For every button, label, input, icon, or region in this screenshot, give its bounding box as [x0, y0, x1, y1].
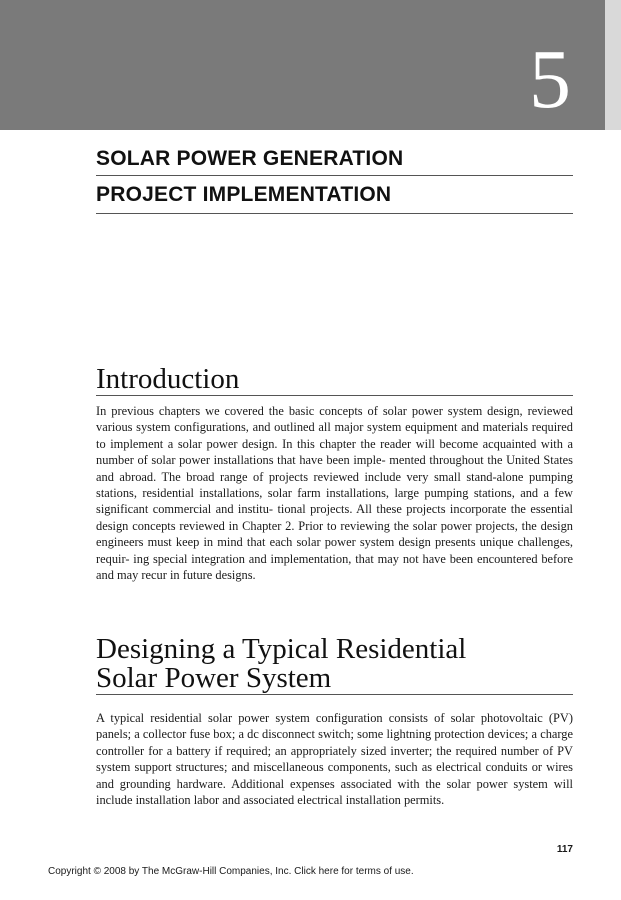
chapter-title-rule-2: [96, 213, 573, 214]
chapter-number: 5: [529, 33, 571, 126]
chapter-header-band: [0, 0, 605, 130]
copyright-terms-link[interactable]: Copyright © 2008 by The McGraw-Hill Companies, Inc. Click here for terms of use.: [48, 866, 414, 877]
chapter-title-line-1: SOLAR POWER GENERATION: [96, 147, 404, 170]
chapter-title-line-2: PROJECT IMPLEMENTATION: [96, 183, 392, 206]
introduction-paragraph: In previous chapters we covered the basic concepts of solar power system design, reviewed various system configurations, and outlined all major system equipment and materials required to implement a solar power design. In this chapter the reader will become acquainted with a number of solar power installations that have been imple- mented throughout the United States and abroad. The broad range of projects reviewed include very small stand-alone pumping stations, residential installations, solar farm installations, large pumping stations, and a few significant commercial and institu- tional projects. All these projects incorporate the essential design concepts reviewed in Chapter 2. Prior to reviewing the solar power projects, the design engineers must keep in mind that each solar power system design presents unique challenges, requir- ing special integration and implementation, that may not have been encountered before and may recur in future designs.: [96, 404, 573, 583]
section-heading-introduction: Introduction: [96, 363, 240, 395]
residential-paragraph: A typical residential solar power system configuration consists of solar photovoltaic (PV) panels; a collector fuse box; a dc disconnect switch; some lightning protection devices; a charge controller for a battery if required; an appropriately sized inverter; the required number of PV system support structures; and miscellaneous components, such as electrical conduits or wires and grounding hardware. Additional expenses associated with the solar power system will include installation labor and associated electrical installation permits.: [96, 711, 573, 808]
chapter-title-rule-1: [96, 175, 573, 176]
section-heading-residential-line-1: Designing a Typical Residential: [96, 633, 467, 665]
section-rule-introduction: [96, 395, 573, 396]
section-rule-residential: [96, 694, 573, 695]
section-heading-residential-line-2: Solar Power System: [96, 662, 332, 694]
page-number: 117: [556, 844, 573, 855]
page-edge-strip: [605, 0, 621, 130]
